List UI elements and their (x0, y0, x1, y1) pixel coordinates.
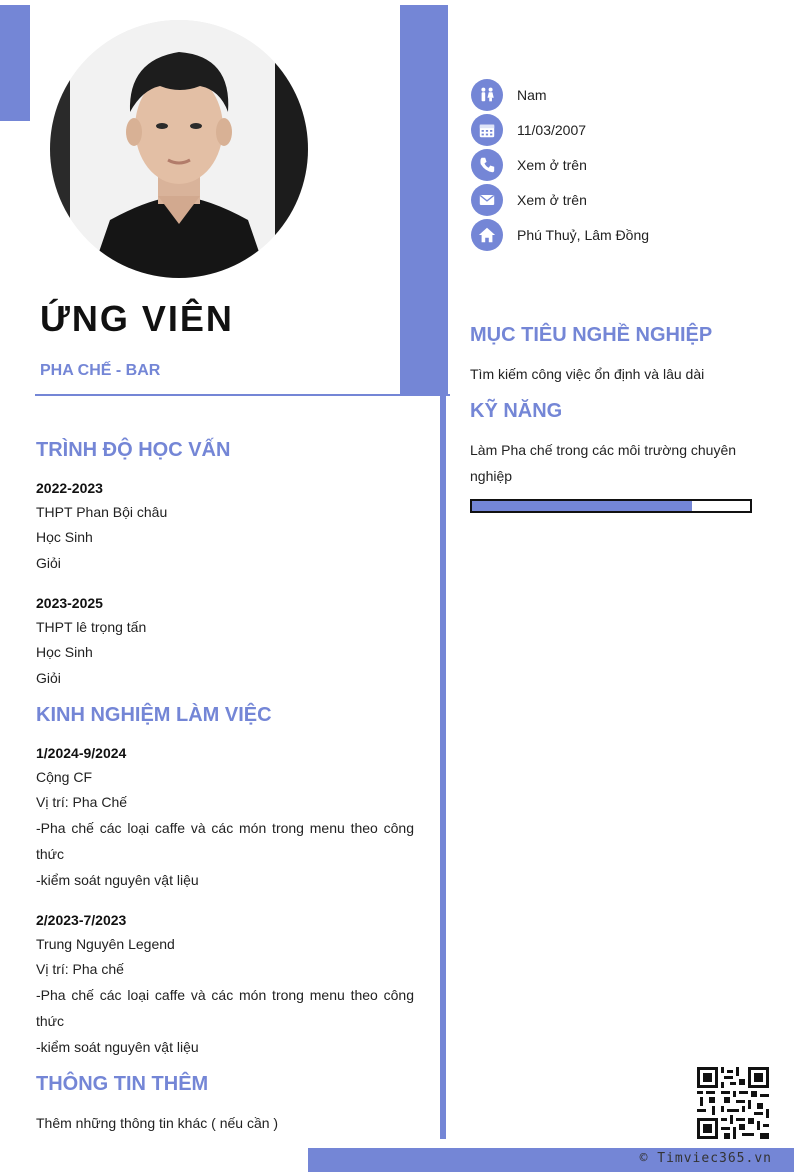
education-period: 2022-2023 (36, 480, 103, 496)
experience-company: Trung Nguyên Legend (36, 936, 175, 952)
contact-birthdate (471, 114, 586, 146)
education-role: Học Sinh (36, 529, 93, 545)
experience-description: -Pha chế các loại caffe và các món trong menu theo công thức (36, 820, 414, 862)
objective-title: MỤC TIÊU NGHỀ NGHIỆP (470, 324, 713, 346)
education-school: THPT Phan Bội châu (36, 504, 168, 520)
contact-birthdate-value: 11/03/2007 (517, 122, 587, 138)
skill-name: Làm Pha chế trong các môi trường chuyên nghiệp (470, 442, 737, 484)
corner-decoration (0, 5, 30, 121)
experience-position: Vị trí: Pha chế (36, 961, 124, 977)
column-divider (440, 396, 446, 1139)
avatar (50, 20, 308, 278)
education-school: THPT lê trọng tấn (36, 619, 147, 635)
header-divider (35, 394, 450, 396)
calendar-icon (471, 114, 503, 146)
contact-phone (471, 149, 587, 181)
experience-description: -kiểm soát nguyên vật liệu (36, 872, 199, 888)
footer-copyright: © Timviec365.vn (639, 1151, 772, 1166)
experience-period: 2/2023-7/2023 (36, 912, 127, 928)
candidate-name: ỨNG VIÊN (40, 298, 234, 339)
skill-level-fill (472, 501, 692, 511)
avatar-photo (50, 20, 308, 278)
additional-title: THÔNG TIN THÊM (36, 1073, 209, 1095)
home-icon (471, 219, 503, 251)
education-title: TRÌNH ĐỘ HỌC VẤN (36, 439, 231, 461)
contact-phone-value: Xem ở trên (517, 157, 587, 173)
qr-code (697, 1067, 769, 1139)
experience-description: -Pha chế các loại caffe và các món trong menu theo công thức (36, 987, 414, 1029)
contact-gender (471, 79, 547, 111)
candidate-position: PHA CHẾ - BAR (40, 362, 161, 379)
header-accent-bar (400, 5, 448, 395)
skill-level-bar (470, 499, 752, 513)
experience-title: KINH NGHIỆM LÀM VIỆC (36, 704, 272, 726)
gender-icon (471, 79, 503, 111)
experience-position: Vị trí: Pha Chế (36, 794, 128, 810)
contact-gender-value: Nam (517, 87, 547, 103)
contact-address (471, 219, 649, 251)
skills-title: KỸ NĂNG (470, 400, 563, 422)
additional-text: Thêm những thông tin khác ( nếu cần ) (36, 1115, 279, 1131)
contact-email-value: Xem ở trên (517, 192, 587, 208)
education-grade: Giỏi (36, 670, 61, 686)
objective-text: Tìm kiếm công việc ổn định và lâu dài (470, 366, 705, 382)
education-role: Học Sinh (36, 644, 93, 660)
email-icon (471, 184, 503, 216)
experience-period: 1/2024-9/2024 (36, 745, 127, 761)
phone-icon (471, 149, 503, 181)
education-period: 2023-2025 (36, 595, 103, 611)
contact-address-value: Phú Thuỷ, Lâm Đồng (517, 227, 650, 243)
education-grade: Giỏi (36, 555, 61, 571)
contact-email (471, 184, 587, 216)
experience-description: -kiểm soát nguyên vật liệu (36, 1039, 199, 1055)
experience-company: Cộng CF (36, 769, 93, 785)
